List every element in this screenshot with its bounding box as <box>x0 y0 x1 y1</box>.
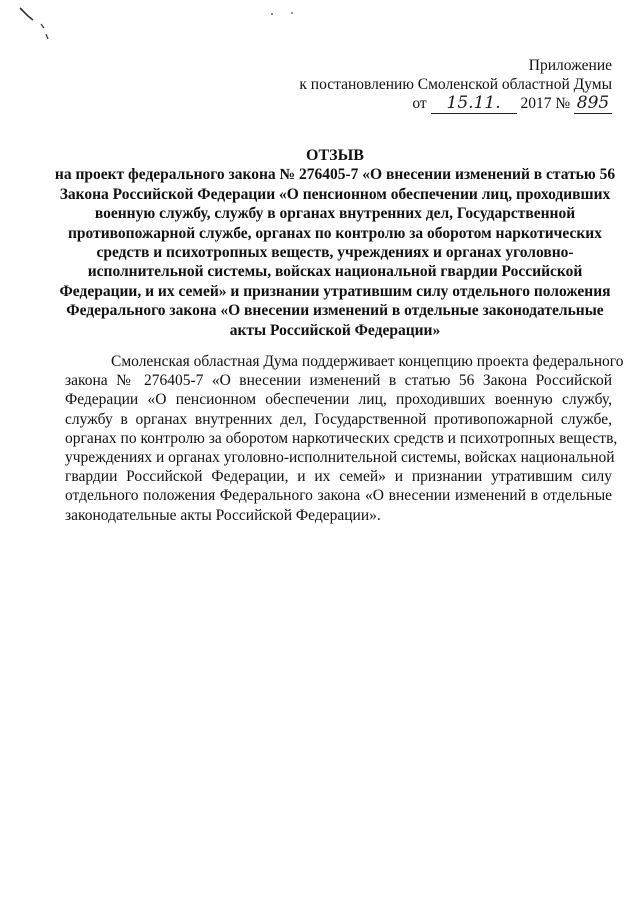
document-title-block <box>40 146 630 340</box>
appendix-date-number-line <box>282 94 612 114</box>
body-line: Смоленская областная Дума поддерживает концепцию проекта федерального <box>111 353 624 370</box>
from-label: от <box>412 95 427 112</box>
body-line: органах по контролю за оборотом наркотических средств и психотропных веществ, <box>65 429 618 447</box>
scan-artifact-marks <box>0 0 640 60</box>
title-line: на проект федерального закона № 276405-7 «О внесении изменений в статью 56 <box>54 166 616 184</box>
title-line: Закона Российской Федерации «О пенсионном обеспечении лиц, проходивших <box>59 185 611 203</box>
handwritten-number: 895 <box>574 94 612 114</box>
body-line: Федерации «О пенсионном обеспечении лиц, проходивших военную службу, <box>65 391 612 409</box>
body-line: гвардии Российской Федерации, и их семей» и признании утратившим силу <box>65 468 612 486</box>
title-line: исполнительной системы, войсках национальной гвардии Российской <box>87 263 583 281</box>
document-heading: ОТЗЫВ <box>306 147 364 164</box>
title-line: Федерального закона «О внесении изменений в отдельные законодательные <box>66 302 604 320</box>
year-number-label: 2017 № <box>520 95 571 112</box>
body-paragraph <box>65 352 624 525</box>
body-line: закона № 276405-7 «О внесении изменений в статью 56 Закона Российской <box>65 372 612 390</box>
body-line: отдельного положения Федерального закона «О внесении изменений в отдельные <box>65 487 612 505</box>
body-line: учреждениях и органах уголовно-исполнительной системы, войсках национальной <box>65 449 615 467</box>
title-line: Федерации, и их семей» и признании утратившим силу отдельного положения <box>59 282 611 300</box>
title-line: средств и психотропных веществ, учреждениях и органах уголовно- <box>96 244 574 262</box>
title-line: противопожарной службе, органах по контролю за оборотом наркотических <box>68 224 602 242</box>
body-line: службу в органах внутренних дел, Государственной противопожарной службе, <box>65 410 612 428</box>
body-line: законодательные акты Российской Федерации». <box>65 506 381 524</box>
appendix-block <box>282 56 612 114</box>
title-line: акты Российской Федерации» <box>229 321 441 339</box>
handwritten-date: 15.11. <box>431 94 517 114</box>
title-line: военную службу, службу в органах внутренних дел, Государственной <box>94 205 576 223</box>
appendix-title: Приложение <box>528 57 612 74</box>
appendix-resolution: к постановлению Смоленской областной Думы <box>299 76 612 93</box>
